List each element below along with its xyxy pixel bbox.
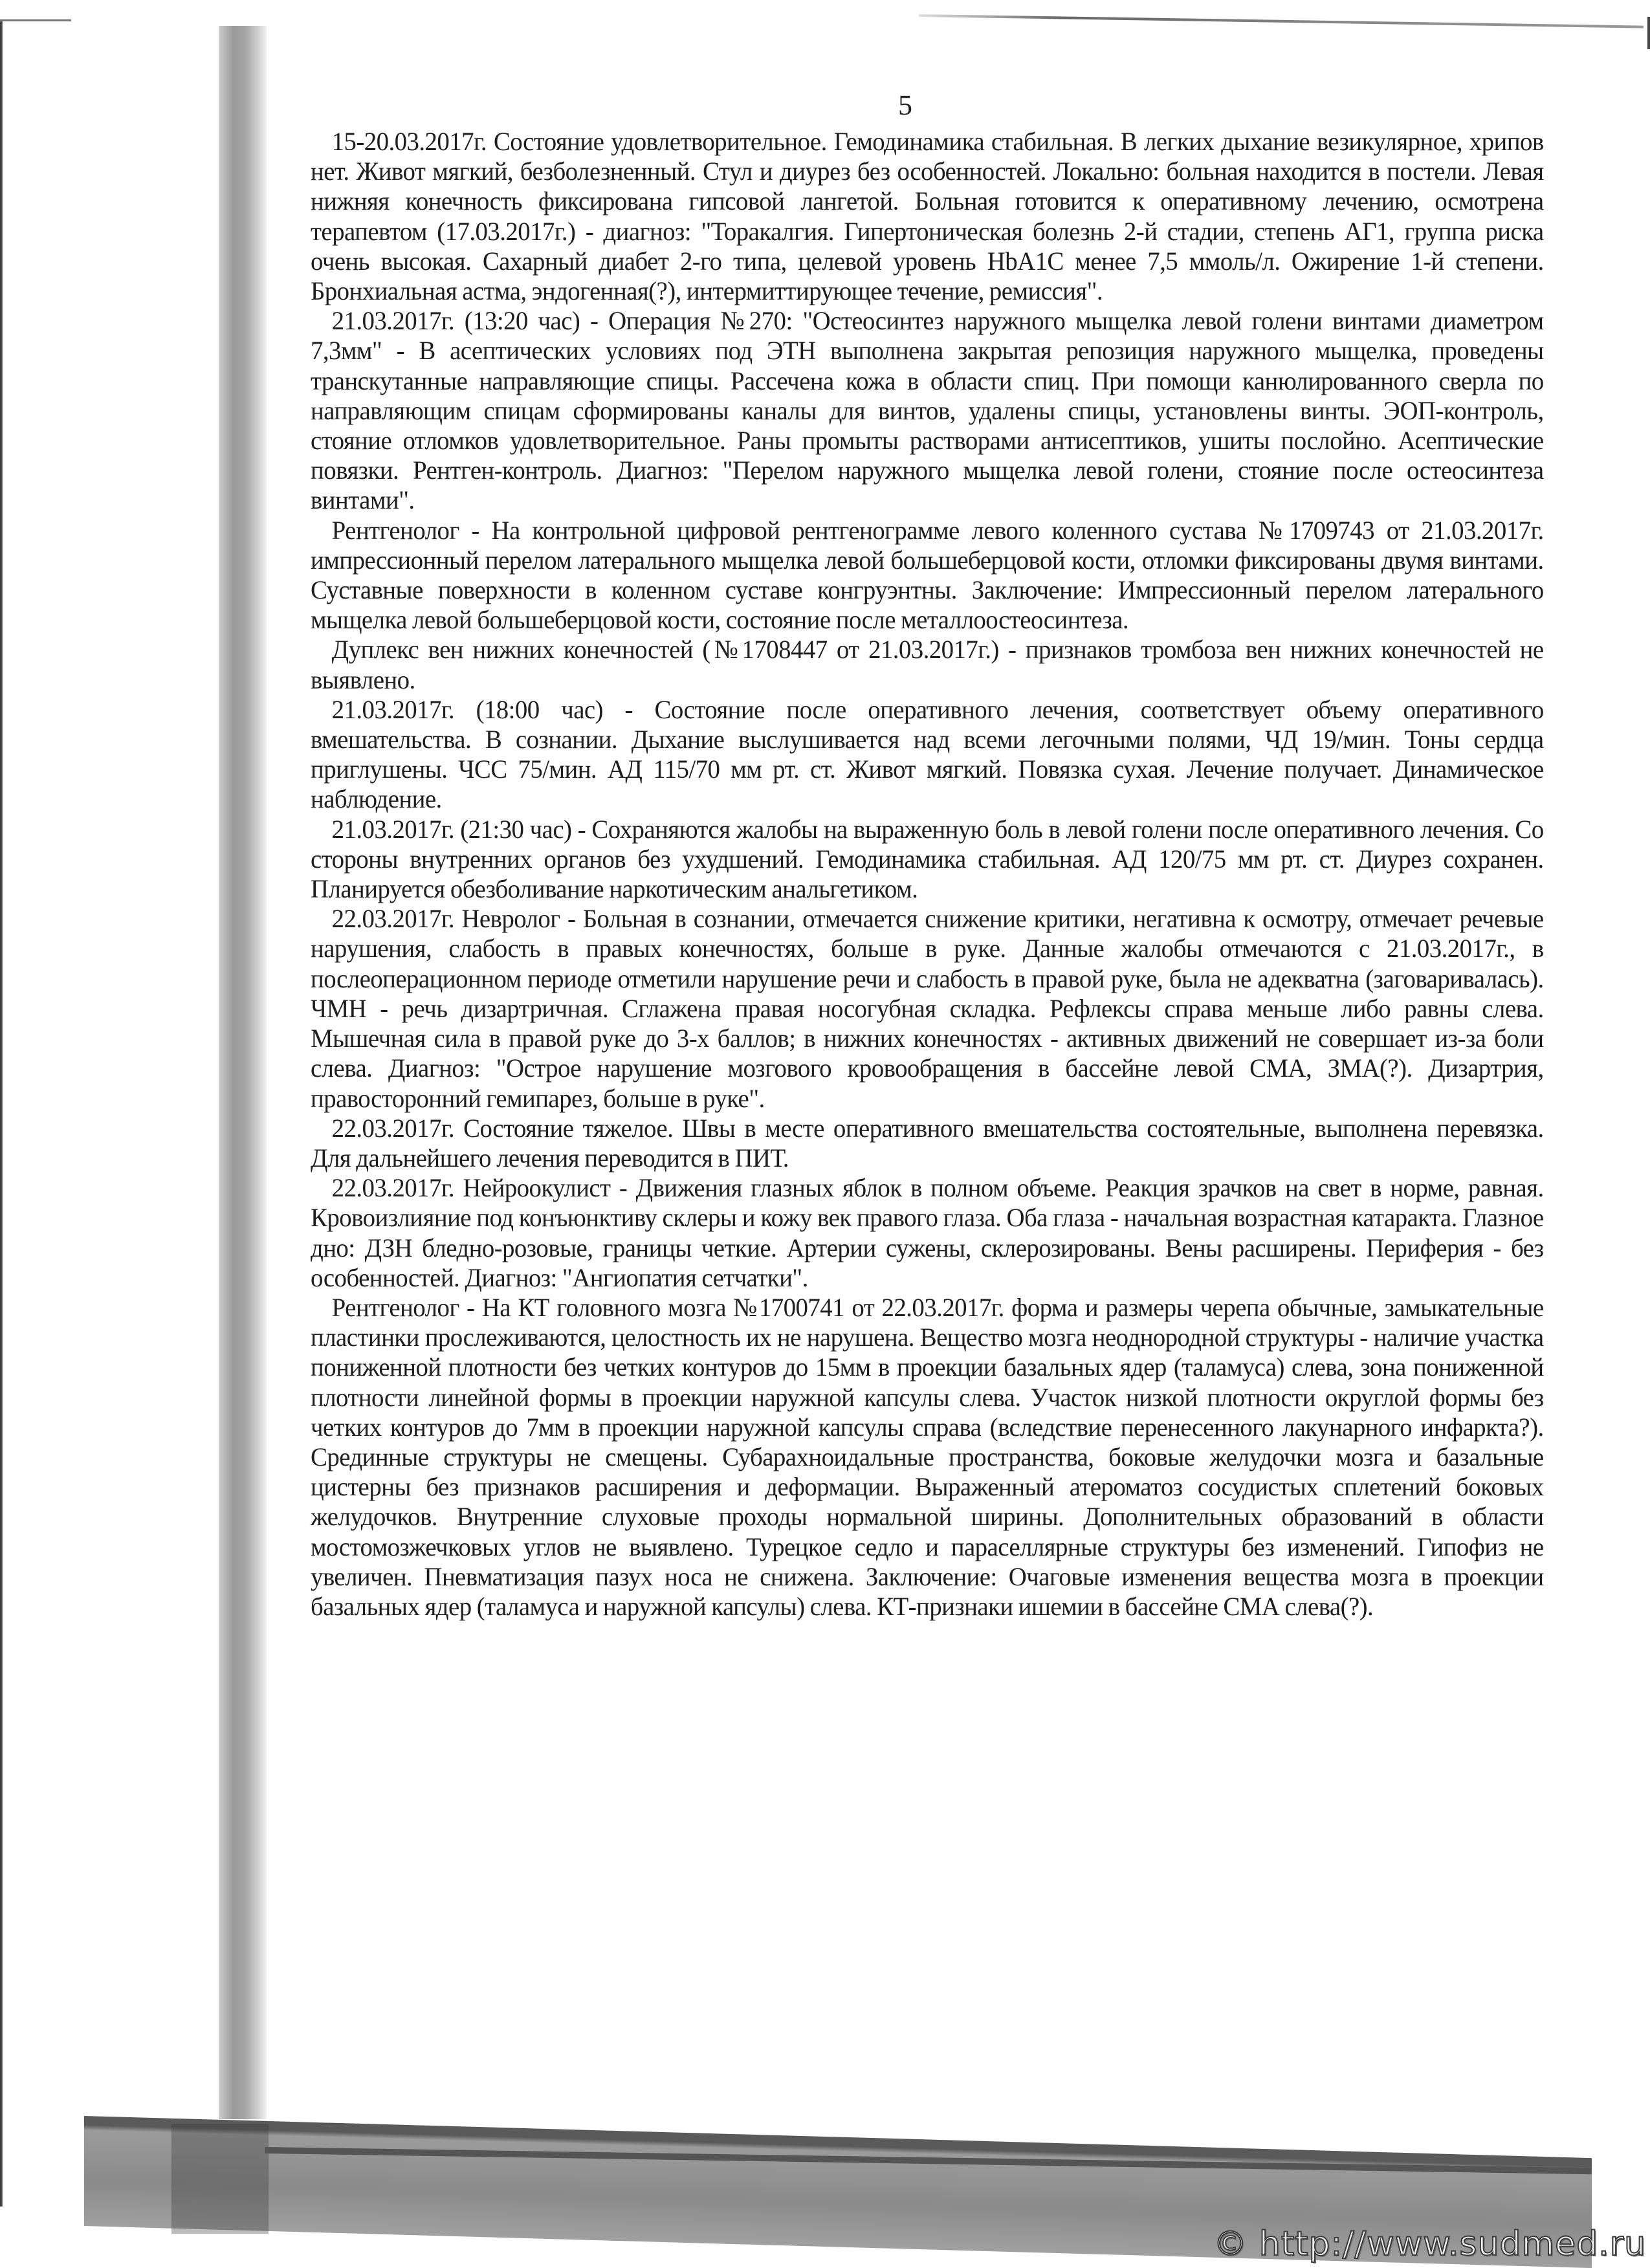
paragraph-postop-1800: 21.03.2017г. (18:00 час) - Состояние после оперативного лечения, соответствует объему оперативного вмешательства. В сознании. Дыхание выслушивается над всеми легочными полями, ЧД 19/мин. Тоны сердца приглушены. ЧСС 75/мин. АД 115/70 мм рт. ст. Живот мягкий. Повязка сухая. Лечение получает. Динамическое наблюдение. bbox=[311, 694, 1544, 814]
scan-top-edge bbox=[0, 19, 71, 21]
paragraph-observation-15-20: 15-20.03.2017г. Состояние удовлетворительное. Гемодинамика стабильная. В легких дыхание везикулярное, хрипов нет. Живот мягкий, безболезненный. Стул и диурез без особенностей. Локально: больная находится в постели. Левая нижняя конечность фиксирована гипсовой лангетой. Больная готовится к оперативному лечению, осмотрена терапевтом (17.03.2017г.) - диагноз: "Торакалгия. Гипертоническая болезнь 2-й стадии, степень АГ1, группа риска очень высокая. Сахарный диабет 2-го типа, целевой уровень HbA1C менее 7,5 ммоль/л. Ожирение 1-й степени. Бронхиальная астма, эндогенная(?), интермиттирующее течение, ремиссия". bbox=[311, 127, 1544, 306]
scan-left-edge bbox=[0, 19, 3, 2207]
paragraph-neurologist: 22.03.2017г. Невролог - Больная в сознании, отмечается снижение критики, негативна к осмотру, отмечает речевые нарушения, слабость в правых конечностях, больше в руке. Данные жалобы отмечаются с 21.03.2017г., в послеоперационном периоде отметили нарушение речи и слабость в правой руке, была не адекватна (заговаривалась). ЧМН - речь дизартричная. Сглажена правая носогубная складка. Рефлексы справа меньше либо равны слева. Мышечная сила в правой руке до 3-х баллов; в нижних конечностях - активных движений не совершает из-за боли слева. Диагноз: "Острое нарушение мозгового кровообращения в бассейне левой СМА, ЗМА(?). Дизартрия, правосторонний гемипарез, больше в руке". bbox=[311, 904, 1544, 1113]
paragraph-duplex: Дуплекс вен нижних конечностей (№1708447 от 21.03.2017г.) - признаков тромбоза вен нижних конечностей не выявлено. bbox=[311, 635, 1544, 694]
page-number: 5 bbox=[898, 89, 912, 121]
scan-top-edge bbox=[919, 14, 1644, 28]
paragraph-neuro-ophthalmologist: 22.03.2017г. Нейроокулист - Движения глазных яблок в полном объеме. Реакция зрачков на свет в норме, равная. Кровоизлияние под конъюнктиву склеры и кожу век правого глаза. Оба глаза - начальная возрастная катаракта. Глазное дно: ДЗН бледно-розовые, границы четкие. Артерии сужены, склерозированы. Вены расширены. Периферия - без особенностей. Диагноз: "Ангиопатия сетчатки". bbox=[311, 1173, 1544, 1292]
watermark: © http://www.sudmed.ru bbox=[1213, 2225, 1646, 2263]
binding-shadow bbox=[219, 26, 267, 2119]
document-body bbox=[311, 127, 1544, 1622]
paragraph-ct-brain: Рентгенолог - На КТ головного мозга №1700741 от 22.03.2017г. форма и размеры черепа обычные, замыкательные пластинки прослеживаются, целостность их не нарушена. Вещество мозга неоднородной структуры - наличие участка пониженной плотности без четких контуров до 15мм в проекции базальных ядер (таламуса) слева, зона пониженной плотности линейной формы в проекции наружной капсулы слева. Участок низкой плотности округлой формы без четких контуров до 7мм в проекции наружной капсулы справа (вследствие перенесенного лакунарного инфаркта?). Срединные структуры не смещены. Субарахноидальные пространства, боковые желудочки мозга и базальные цистерны без признаков расширения и деформации. Выраженный атероматоз сосудистых сплетений боковых желудочков. Внутренние слуховые проходы нормальной ширины. Дополнительных образований в области мостомозжечковых углов не выявлено. Турецкое седло и параселлярные структуры без изменений. Гипофиз не увеличен. Пневматизация пазух носа не снижена. Заключение: Очаговые изменения вещества мозга в проекции базальных ядер (таламуса и наружной капсулы) слева. КТ-признаки ишемии в бассейне СМА слева(?). bbox=[311, 1292, 1544, 1621]
paragraph-xray-knee: Рентгенолог - На контрольной цифровой рентгенограмме левого коленного сустава №1709743 от 21.03.2017г. импрессионный перелом латерального мыщелка левой большеберцовой кости, отломки фиксированы двумя винтами. Суставные поверхности в коленном суставе конгруэнтны. Заключение: Импрессионный перелом латерального мыщелка левой большеберцовой кости, состояние после металлоостеосинтеза. bbox=[311, 515, 1544, 635]
paragraph-condition-severe: 22.03.2017г. Состояние тяжелое. Швы в месте оперативного вмешательства состоятельные, выполнена перевязка. Для дальнейшего лечения переводится в ПИТ. bbox=[311, 1113, 1544, 1173]
paragraph-operation: 21.03.2017г. (13:20 час) - Операция №270: "Остеосинтез наружного мыщелка левой голени винтами диаметром 7,3мм" - В асептических условиях под ЭТН выполнена закрытая репозиция наружного мыщелка, проведены транскутанные направляющие спицы. Рассечена кожа в области спиц. При помощи канюлированного сверла по направляющим спицам сформированы каналы для винтов, удалены спицы, установлены винты. ЭОП-контроль, стояние отломков удовлетворительное. Раны промыты растворами антисептиков, ушиты послойно. Асептические повязки. Рентген-контроль. Диагноз: "Перелом наружного мыщелка левой голени, стояние после остеосинтеза винтами". bbox=[311, 306, 1544, 515]
scan-bottom-shadow-corner bbox=[171, 2124, 269, 2234]
paragraph-postop-2130: 21.03.2017г. (21:30 час) - Сохраняются жалобы на выраженную боль в левой голени после оперативного лечения. Со стороны внутренних органов без ухудшений. Гемодинамика стабильная. АД 120/75 мм рт. ст. Диурез сохранен. Планируется обезболивание наркотическим анальгетиком. bbox=[311, 814, 1544, 904]
scan-corner bbox=[1647, 17, 1650, 49]
